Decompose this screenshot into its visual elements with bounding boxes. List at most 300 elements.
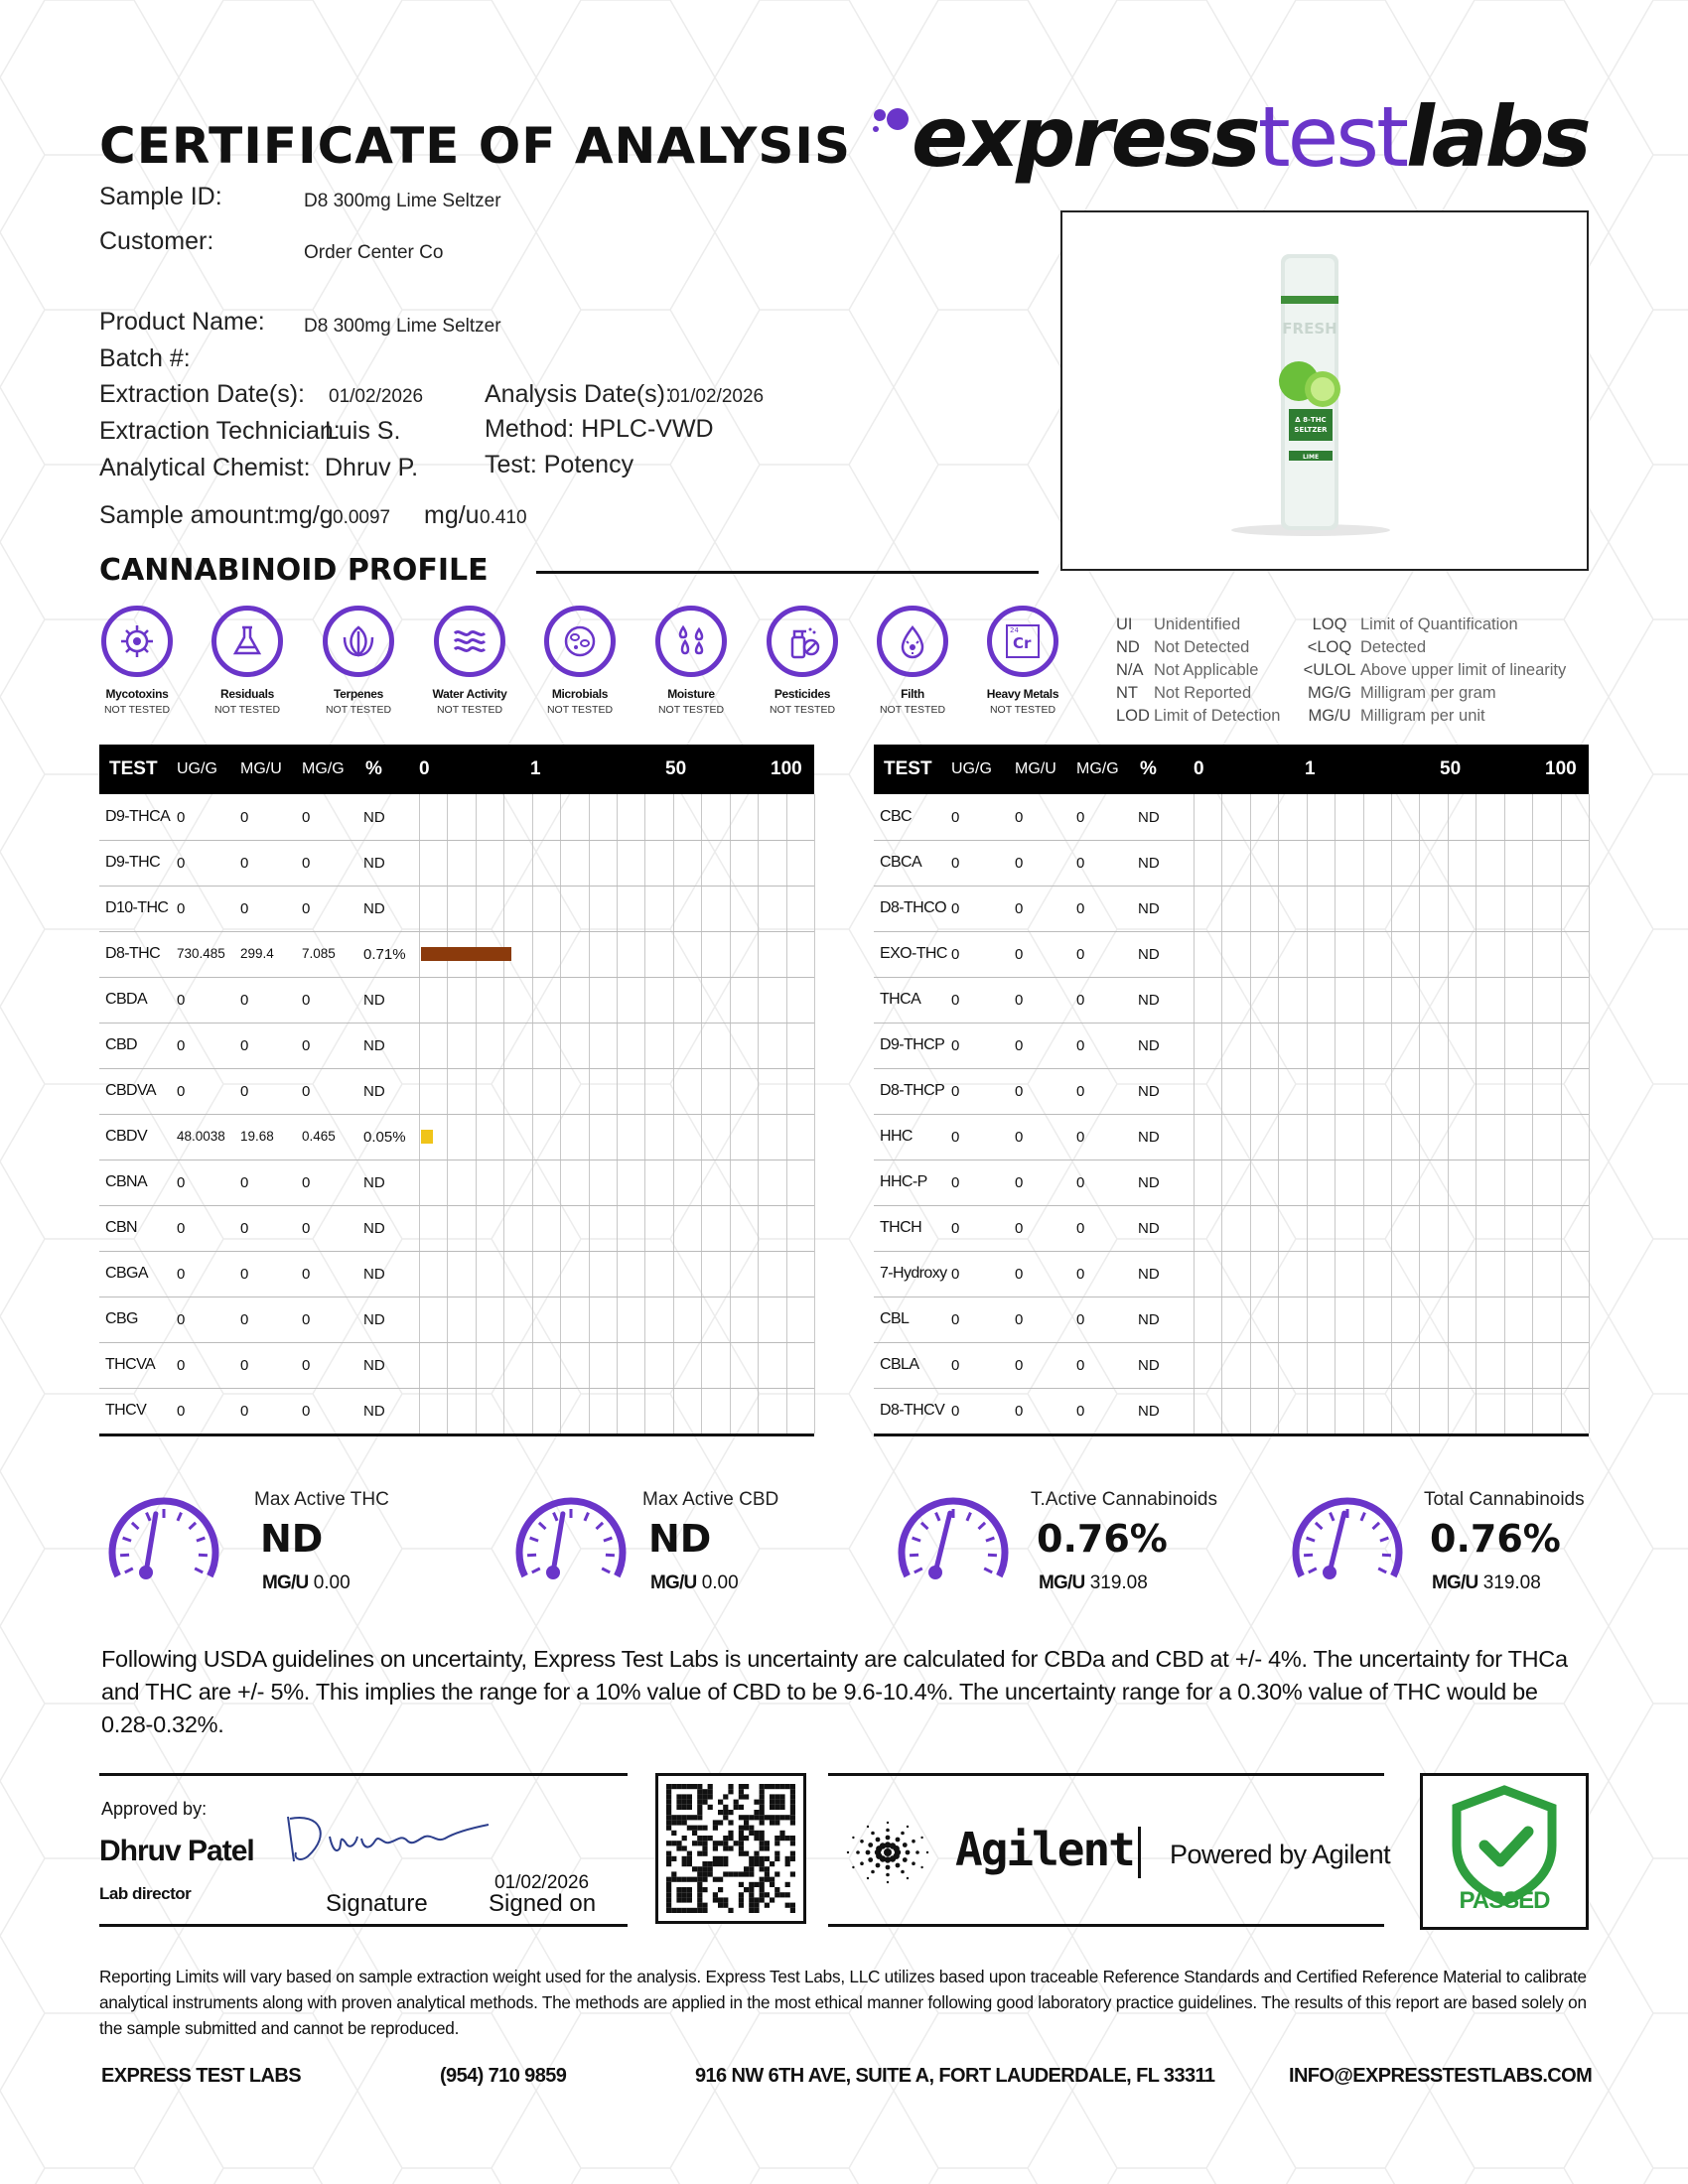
table-row	[99, 1297, 814, 1343]
logo-part-express: express	[912, 88, 1258, 186]
legend-item: MG/U Milligram per unit	[1308, 707, 1485, 725]
agilent-spark-logo	[828, 1813, 947, 1892]
test-status: NOT TESTED	[325, 704, 392, 716]
column-header: %	[1140, 758, 1157, 779]
cell-test: D9-THC	[105, 854, 161, 871]
table-row	[874, 1205, 1589, 1252]
cell-ugg: 0	[177, 809, 186, 826]
result-bar	[421, 1130, 433, 1144]
column-header: 100	[1545, 758, 1577, 779]
cell-mgg: 0	[302, 809, 311, 826]
table-row	[874, 1068, 1589, 1115]
cell-mgu: 0	[240, 1357, 249, 1374]
cell-pct: ND	[1138, 1357, 1160, 1374]
cell-ugg: 0	[177, 900, 186, 917]
cell-mgg: 0	[302, 992, 311, 1009]
legend-item: N/A Not Applicable	[1116, 661, 1259, 679]
agilent-top-rule	[828, 1773, 1384, 1776]
test-name: Water Activity	[432, 687, 507, 701]
table-row	[874, 794, 1589, 841]
logo-part-labs: labs	[1406, 88, 1589, 186]
gauge-subvalue: MG/U 0.00	[262, 1572, 351, 1593]
cell-mgg: 0	[1076, 1357, 1085, 1374]
table-row	[874, 977, 1589, 1024]
cell-mgg: 0	[302, 1083, 311, 1100]
sample-amount-label: Sample amount:	[99, 501, 281, 529]
product-name-label: Product Name:	[99, 308, 265, 336]
column-header: MG/G	[1076, 760, 1119, 777]
cell-pct: 0.71%	[363, 946, 406, 963]
cell-ugg: 0	[177, 1037, 186, 1054]
cell-mgu: 0	[1015, 1129, 1024, 1146]
test-name: Moisture	[667, 687, 715, 701]
cell-ugg: 0	[951, 1311, 960, 1328]
test-residuals	[192, 606, 303, 716]
cell-pct: ND	[363, 1403, 385, 1420]
analysis-date-value: 01/02/2026	[669, 386, 765, 407]
cell-mgu: 0	[1015, 1174, 1024, 1191]
cell-ugg: 0	[951, 1174, 960, 1191]
cell-mgg: 0	[302, 900, 311, 917]
gauge-dial	[99, 1491, 228, 1600]
grid-line	[1589, 794, 1590, 1433]
sample-id-value: D8 300mg Lime Seltzer	[304, 191, 501, 211]
cell-mgu: 0	[240, 992, 249, 1009]
mgu-value: 0.410	[480, 507, 527, 528]
cell-mgg: 0	[1076, 1266, 1085, 1283]
cell-ugg: 0	[177, 992, 186, 1009]
cell-pct: ND	[1138, 946, 1160, 963]
cell-pct: ND	[1138, 992, 1160, 1009]
profile-title-rule	[536, 571, 1039, 574]
table-row	[99, 1205, 814, 1252]
cell-ugg: 0	[951, 1266, 960, 1283]
cell-mgu: 0	[240, 1403, 249, 1420]
mgu-label: mg/u	[424, 501, 480, 529]
approval-top-rule	[99, 1773, 628, 1776]
cell-mgg: 0	[1076, 992, 1085, 1009]
table-row	[99, 1068, 814, 1115]
method-text: Method: HPLC-VWD	[485, 415, 714, 443]
water-wave-icon	[434, 606, 505, 677]
approval-bottom-rule	[99, 1924, 628, 1927]
legend-item: MG/G Milligram per gram	[1308, 684, 1496, 702]
cell-pct: ND	[363, 1037, 385, 1054]
column-header: MG/U	[1015, 760, 1056, 777]
cell-ugg: 0	[177, 1311, 186, 1328]
agilent-divider	[1138, 1827, 1141, 1878]
column-header: 0	[1194, 758, 1204, 779]
result-bar	[421, 947, 511, 961]
table-row	[99, 1388, 814, 1436]
cell-pct: ND	[1138, 900, 1160, 917]
cell-test: CBG	[105, 1310, 138, 1327]
legend-item: LOD Limit of Detection	[1116, 707, 1281, 725]
cell-ugg: 0	[177, 1403, 186, 1420]
column-header: 50	[1440, 758, 1462, 779]
cell-mgu: 0	[240, 1083, 249, 1100]
footer-company: EXPRESS TEST LABS	[101, 2065, 301, 2087]
heavy-metal-number: 24	[1010, 626, 1019, 634]
column-header: UG/G	[951, 760, 992, 777]
column-header: 100	[771, 758, 802, 779]
cell-mgu: 0	[1015, 855, 1024, 872]
cell-mgg: 0	[1076, 1037, 1085, 1054]
column-header: 0	[419, 758, 430, 779]
chromium-element-icon	[987, 606, 1058, 677]
cell-mgg: 0	[302, 1403, 311, 1420]
cell-ugg: 0	[951, 1220, 960, 1237]
test-name: Microbials	[551, 687, 609, 701]
cell-test: EXO-THC	[880, 945, 947, 962]
approved-by-label: Approved by:	[101, 1799, 208, 1819]
cell-mgg: 0	[302, 855, 311, 872]
cell-mgg: 0	[1076, 900, 1085, 917]
cell-test: 7-Hydroxy	[880, 1265, 947, 1282]
table-row	[874, 1251, 1589, 1297]
powered-by-agilent: Powered by Agilent	[1170, 1840, 1391, 1869]
cell-test: CBN	[105, 1219, 137, 1236]
gauge-value: 0.76%	[1430, 1517, 1561, 1561]
signed-date: 01/02/2026	[494, 1872, 590, 1893]
test-name: Residuals	[220, 687, 274, 701]
cell-test: D9-THCA	[105, 808, 171, 825]
cell-test: CBD	[105, 1036, 137, 1053]
cell-test: D8-THC	[105, 945, 161, 962]
cell-test: CBDVA	[105, 1082, 156, 1099]
cell-test: CBLA	[880, 1356, 919, 1373]
product-name-value: D8 300mg Lime Seltzer	[304, 316, 501, 337]
table-row	[874, 1160, 1589, 1206]
logo-part-test: test	[1257, 88, 1407, 186]
table-row	[874, 886, 1589, 932]
test-microbials	[524, 606, 635, 716]
cell-test: D10-THC	[105, 899, 169, 916]
cell-mgu: 0	[240, 809, 249, 826]
cell-pct: ND	[363, 1174, 385, 1191]
signed-on-label: Signed on	[489, 1890, 597, 1917]
table-row	[99, 794, 814, 841]
cell-mgg: 0	[1076, 1220, 1085, 1237]
can-line2: SELTZER	[1294, 426, 1328, 434]
qr-code-frame[interactable]	[655, 1773, 806, 1924]
cell-test: HHC-P	[880, 1173, 927, 1190]
customer-value: Order Center Co	[304, 242, 444, 263]
uncertainty-paragraph: Following USDA guidelines on uncertainty, Express Test Labs is uncertainty are calculated for CBDa and CBD at +/- 4%. The uncertainty for THCa and THC are +/- 5%. This implies the range for a 10% value of CBD to be 9.6-10.4%. The uncertainty range for a 0.30% value of THC would be 0.28-0.32%.	[101, 1646, 1568, 1737]
qr-code	[658, 1776, 803, 1921]
analysis-date-label: Analysis Date(s):	[485, 380, 672, 408]
cell-mgg: 0	[1076, 1403, 1085, 1420]
test-name: Heavy Metals	[986, 687, 1059, 701]
cell-mgg: 0	[1076, 1129, 1085, 1146]
test-status: NOT TESTED	[879, 704, 946, 716]
technician-label: Extraction Technician:	[99, 417, 341, 445]
company-logo	[912, 88, 1589, 186]
table-row	[99, 886, 814, 932]
cell-mgu: 0	[1015, 1403, 1024, 1420]
customer-label: Customer:	[99, 227, 214, 255]
cell-ugg: 0	[951, 1129, 960, 1146]
cell-test: CBNA	[105, 1173, 148, 1190]
table-header	[874, 745, 1589, 794]
column-header: MG/G	[302, 760, 345, 777]
cell-mgg: 0	[1076, 809, 1085, 826]
cell-mgg: 0	[1076, 855, 1085, 872]
table-row	[99, 1251, 814, 1297]
test-moisture	[635, 606, 747, 716]
test-name: Mycotoxins	[105, 687, 169, 701]
technician-value: Luis S.	[325, 417, 401, 445]
cell-test: CBC	[880, 808, 912, 825]
table-row	[99, 1114, 814, 1160]
cell-pct: ND	[1138, 1083, 1160, 1100]
cell-test: THCA	[880, 991, 921, 1008]
cell-pct: ND	[1138, 1311, 1160, 1328]
cell-ugg: 0	[951, 946, 960, 963]
test-status: NOT TESTED	[769, 704, 836, 716]
cell-mgu: 0	[240, 1174, 249, 1191]
cell-test: THCV	[105, 1402, 147, 1419]
cell-mgu: 0	[240, 1037, 249, 1054]
gauge-dial	[889, 1491, 1018, 1600]
chemist-label: Analytical Chemist:	[99, 454, 311, 481]
cell-pct: ND	[363, 855, 385, 872]
cell-pct: ND	[1138, 1266, 1160, 1283]
cell-test: CBDV	[105, 1128, 148, 1145]
cell-mgu: 0	[1015, 1083, 1024, 1100]
test-name: Terpenes	[333, 687, 384, 701]
product-photo-frame	[1060, 210, 1589, 571]
table-row	[874, 1114, 1589, 1160]
gauge-value: ND	[648, 1517, 712, 1561]
cell-pct: ND	[363, 992, 385, 1009]
cell-test: CBGA	[105, 1265, 148, 1282]
sample-id-label: Sample ID:	[99, 183, 222, 210]
passed-label: PASSED	[1459, 1887, 1550, 1914]
table-row	[99, 1023, 814, 1069]
legend-item: LOQ Limit of Quantification	[1312, 615, 1518, 633]
cell-test: D9-THCP	[880, 1036, 945, 1053]
cell-mgg: 0	[1076, 1311, 1085, 1328]
legend-item: <LOQ Detected	[1307, 638, 1427, 656]
column-header: TEST	[884, 758, 932, 779]
test-status: NOT TESTED	[989, 704, 1056, 716]
cell-ugg: 0	[951, 1357, 960, 1374]
cell-pct: ND	[363, 1357, 385, 1374]
cell-ugg: 0	[177, 1083, 186, 1100]
grid-line	[814, 794, 815, 1433]
column-header: %	[365, 758, 382, 779]
column-header: 1	[530, 758, 541, 779]
column-header: UG/G	[177, 760, 217, 777]
cell-mgu: 0	[1015, 1357, 1024, 1374]
cell-pct: ND	[363, 1220, 385, 1237]
cell-ugg: 0	[951, 809, 960, 826]
can-flavor: LIME	[1302, 454, 1320, 461]
footer-phone[interactable]: (954) 710 9859	[440, 2065, 567, 2087]
table-row	[874, 1388, 1589, 1436]
page-title: CERTIFICATE OF ANALYSIS	[99, 117, 851, 175]
product-can-image	[1062, 212, 1587, 569]
spray-bottle-icon	[767, 606, 838, 677]
cell-pct: ND	[1138, 809, 1160, 826]
filth-drop-icon	[877, 606, 948, 677]
test-status: NOT TESTED	[436, 704, 503, 716]
cell-mgu: 0	[240, 900, 249, 917]
cell-ugg: 0	[951, 1403, 960, 1420]
column-header: MG/U	[240, 760, 282, 777]
chemist-value: Dhruv P.	[325, 454, 419, 481]
mgg-label: mg/g	[278, 501, 334, 529]
cell-mgg: 0	[302, 1311, 311, 1328]
test-filth	[857, 606, 968, 716]
cell-ugg: 0	[177, 1220, 186, 1237]
cell-test: THCVA	[105, 1356, 156, 1373]
cell-pct: ND	[1138, 855, 1160, 872]
table-row	[99, 931, 814, 978]
legend-item: <ULOL Above upper limit of linearity	[1303, 661, 1567, 679]
batch-label: Batch #:	[99, 344, 191, 372]
cell-pct: ND	[1138, 1174, 1160, 1191]
cannabinoid-table-left	[99, 745, 814, 1439]
agilent-bottom-rule	[828, 1924, 1384, 1927]
cell-mgg: 0	[1076, 946, 1085, 963]
cell-test: CBCA	[880, 854, 922, 871]
cell-mgg: 0	[1076, 1083, 1085, 1100]
cell-test: HHC	[880, 1128, 913, 1145]
legend-item: UI Unidentified	[1116, 615, 1241, 633]
cell-mgu: 0	[1015, 900, 1024, 917]
cell-mgu: 0	[240, 855, 249, 872]
cell-mgu: 299.4	[240, 946, 274, 961]
cell-ugg: 0	[177, 1357, 186, 1374]
cell-mgu: 0	[240, 1266, 249, 1283]
cell-ugg: 0	[177, 1266, 186, 1283]
test-status: NOT TESTED	[213, 704, 281, 716]
cell-mgg: 0	[302, 1220, 311, 1237]
cell-test: D8-THCO	[880, 899, 946, 916]
gauge-title: T.Active Cannabinoids	[1031, 1489, 1217, 1510]
cell-ugg: 0	[951, 1083, 960, 1100]
cell-mgg: 0	[302, 1357, 311, 1374]
footer-address: 916 NW 6TH AVE, SUITE A, FORT LAUDERDALE, FL 33311	[695, 2065, 1215, 2087]
approver-name: Dhruv Patel	[99, 1835, 254, 1867]
test-name: Pesticides	[774, 687, 831, 701]
table-row	[99, 977, 814, 1024]
extraction-date-value: 01/02/2026	[329, 386, 424, 407]
cannabinoid-table-right	[874, 745, 1589, 1439]
cell-mgu: 0	[1015, 1220, 1024, 1237]
cell-ugg: 0	[951, 855, 960, 872]
test-status: NOT TESTED	[657, 704, 725, 716]
table-row	[874, 840, 1589, 887]
column-header: 1	[1305, 758, 1316, 779]
cell-mgu: 0	[1015, 1311, 1024, 1328]
flask-icon	[211, 606, 283, 677]
cell-ugg: 0	[177, 855, 186, 872]
cell-pct: ND	[1138, 1129, 1160, 1146]
cell-pct: 0.05%	[363, 1129, 406, 1146]
cell-pct: ND	[1138, 1220, 1160, 1237]
cell-mgu: 0	[1015, 1266, 1024, 1283]
column-header: 50	[665, 758, 687, 779]
cell-ugg: 730.485	[177, 946, 225, 961]
signature-label: Signature	[326, 1890, 428, 1917]
table-row	[99, 1342, 814, 1389]
legend-item: NT Not Reported	[1116, 684, 1252, 702]
test-mycotoxins	[81, 606, 193, 716]
cell-pct: ND	[363, 900, 385, 917]
mycotoxin-icon	[101, 606, 173, 677]
test-status: NOT TESTED	[103, 704, 171, 716]
table-row	[99, 1160, 814, 1206]
cell-mgu: 0	[240, 1220, 249, 1237]
gauge-subvalue: MG/U 0.00	[650, 1572, 739, 1593]
test-name: Filth	[901, 687, 924, 701]
approver-role: Lab director	[99, 1884, 192, 1903]
gauge-subvalue: MG/U 319.08	[1039, 1572, 1148, 1593]
cell-mgu: 0	[1015, 946, 1024, 963]
column-header: TEST	[109, 758, 158, 779]
table-row	[874, 1023, 1589, 1069]
cell-test: CBDA	[105, 991, 148, 1008]
passed-badge	[1420, 1773, 1589, 1930]
cell-pct: ND	[363, 1311, 385, 1328]
cell-pct: ND	[363, 1266, 385, 1283]
cell-pct: ND	[363, 809, 385, 826]
gauge-title: Max Active CBD	[642, 1489, 779, 1510]
cell-mgg: 0	[302, 1266, 311, 1283]
can-line1: Δ 8-THC	[1295, 416, 1327, 424]
cell-ugg: 0	[951, 900, 960, 917]
table-row	[874, 1342, 1589, 1389]
cell-test: CBL	[880, 1310, 910, 1327]
cell-mgg: 7.085	[302, 946, 336, 961]
cell-test: THCH	[880, 1219, 922, 1236]
cell-ugg: 48.0038	[177, 1129, 225, 1144]
cell-pct: ND	[1138, 1037, 1160, 1054]
table-row	[874, 931, 1589, 978]
cell-pct: ND	[363, 1083, 385, 1100]
test-heavy-metals	[967, 606, 1078, 716]
table-row	[874, 1297, 1589, 1343]
can-brand: FRESH	[1282, 320, 1337, 338]
cell-pct: ND	[1138, 1403, 1160, 1420]
test-pesticides	[747, 606, 858, 716]
legend-item: ND Not Detected	[1116, 638, 1250, 656]
heavy-metal-symbol: Cr	[1013, 634, 1032, 652]
cell-mgu: 0	[240, 1311, 249, 1328]
cell-mgg: 0.465	[302, 1129, 336, 1144]
cell-test: D8-THCP	[880, 1082, 945, 1099]
cell-ugg: 0	[951, 992, 960, 1009]
gauge-subvalue: MG/U 319.08	[1432, 1572, 1541, 1593]
cell-mgu: 0	[1015, 1037, 1024, 1054]
test-water-activity	[414, 606, 525, 716]
gauge-title: Max Active THC	[254, 1489, 389, 1510]
disclaimer-text: Reporting Limits will vary based on sample extraction weight used for the analysis. Express Test Labs, LLC utilizes based upon traceable Reference Standards and Certified Reference Material to calibrate analytical instruments along with proven analytical methods. The methods are applied in the most ethical manner following good laboratory practice guidelines. The results of this report are based solely on the sample submitted and cannot be reproduced.	[99, 1967, 1587, 2038]
cell-ugg: 0	[177, 1174, 186, 1191]
footer-email[interactable]: INFO@EXPRESSTESTLABS.COM	[1289, 2065, 1593, 2087]
test-status: NOT TESTED	[546, 704, 614, 716]
leaf-icon	[323, 606, 394, 677]
signature-image	[280, 1807, 518, 1876]
table-row	[99, 840, 814, 887]
extraction-date-label: Extraction Date(s):	[99, 380, 306, 408]
cell-mgg: 0	[302, 1174, 311, 1191]
cell-mgg: 0	[302, 1037, 311, 1054]
cell-mgu: 0	[1015, 992, 1024, 1009]
